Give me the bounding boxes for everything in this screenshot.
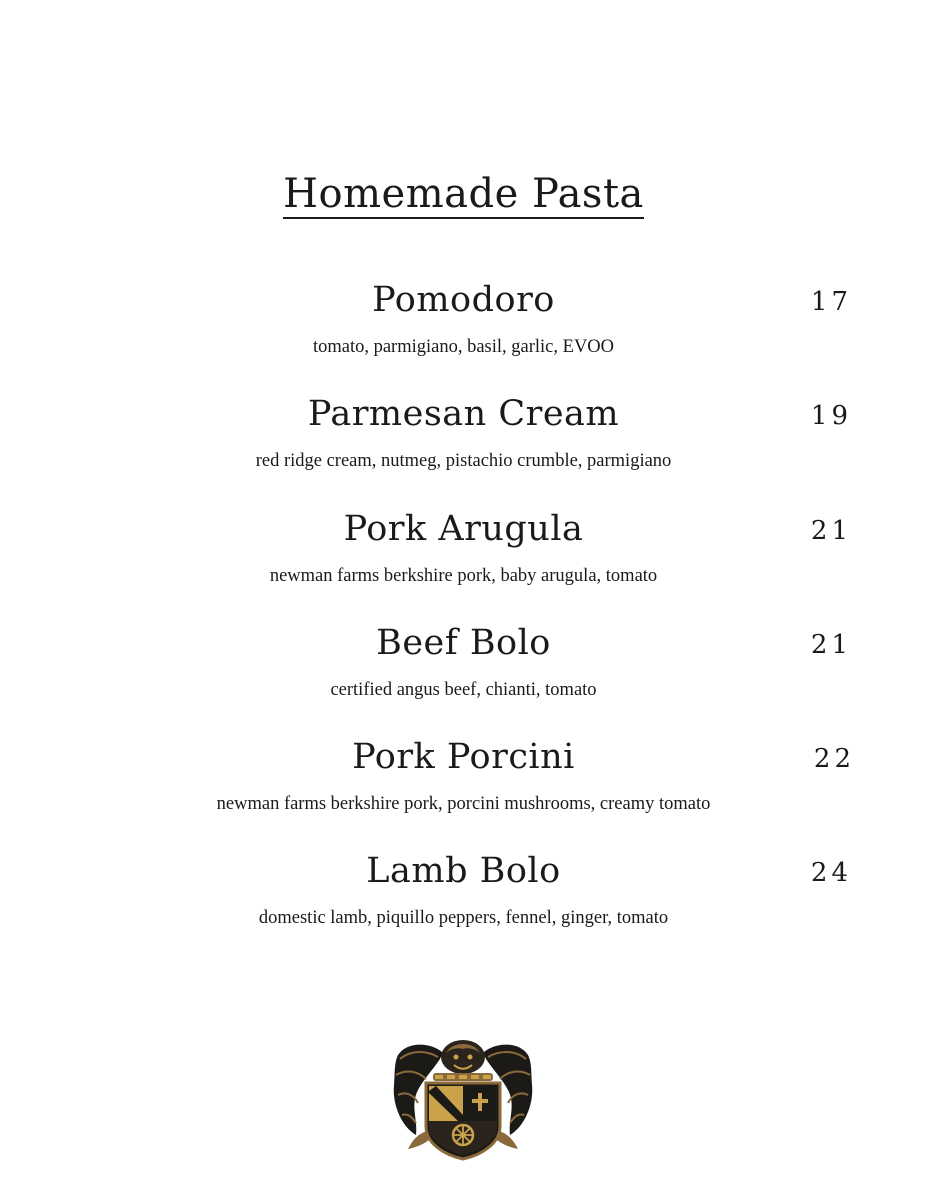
menu-item-name: Pomodoro bbox=[372, 280, 555, 320]
menu-item-name: Parmesan Cream bbox=[307, 394, 620, 434]
menu-item-price: 19 bbox=[810, 401, 852, 431]
menu-item-description: certified angus beef, chianti, tomato bbox=[330, 680, 597, 700]
menu-item-description: red ridge cream, nutmeg, pistachio crumble, parmigiano bbox=[255, 451, 672, 471]
menu-item-description: tomato, parmigiano, basil, garlic, EVOO bbox=[312, 337, 615, 357]
menu-item-name: Lamb Bolo bbox=[366, 851, 561, 891]
menu-item-name: Pork Porcini bbox=[352, 737, 575, 777]
menu-item-name: Pork Arugula bbox=[343, 509, 584, 549]
menu-item-price: 22 bbox=[813, 744, 855, 774]
family-crest-icon bbox=[388, 1035, 538, 1161]
menu-section-title-text: Homemade Pasta bbox=[283, 171, 644, 217]
menu-item-price: 21 bbox=[810, 516, 852, 546]
menu-item-price: 24 bbox=[810, 858, 852, 888]
menu-item-price: 17 bbox=[810, 287, 852, 317]
menu-item-name: Beef Bolo bbox=[376, 623, 551, 663]
menu-item-description: domestic lamb, piquillo peppers, fennel, ginger, tomato bbox=[258, 908, 669, 928]
menu-item-description: newman farms berkshire pork, baby arugula, tomato bbox=[269, 566, 658, 586]
menu-item-description: newman farms berkshire pork, porcini mushrooms, creamy tomato bbox=[216, 794, 711, 814]
menu-item-price: 21 bbox=[810, 630, 852, 660]
menu-section-title bbox=[0, 170, 927, 219]
